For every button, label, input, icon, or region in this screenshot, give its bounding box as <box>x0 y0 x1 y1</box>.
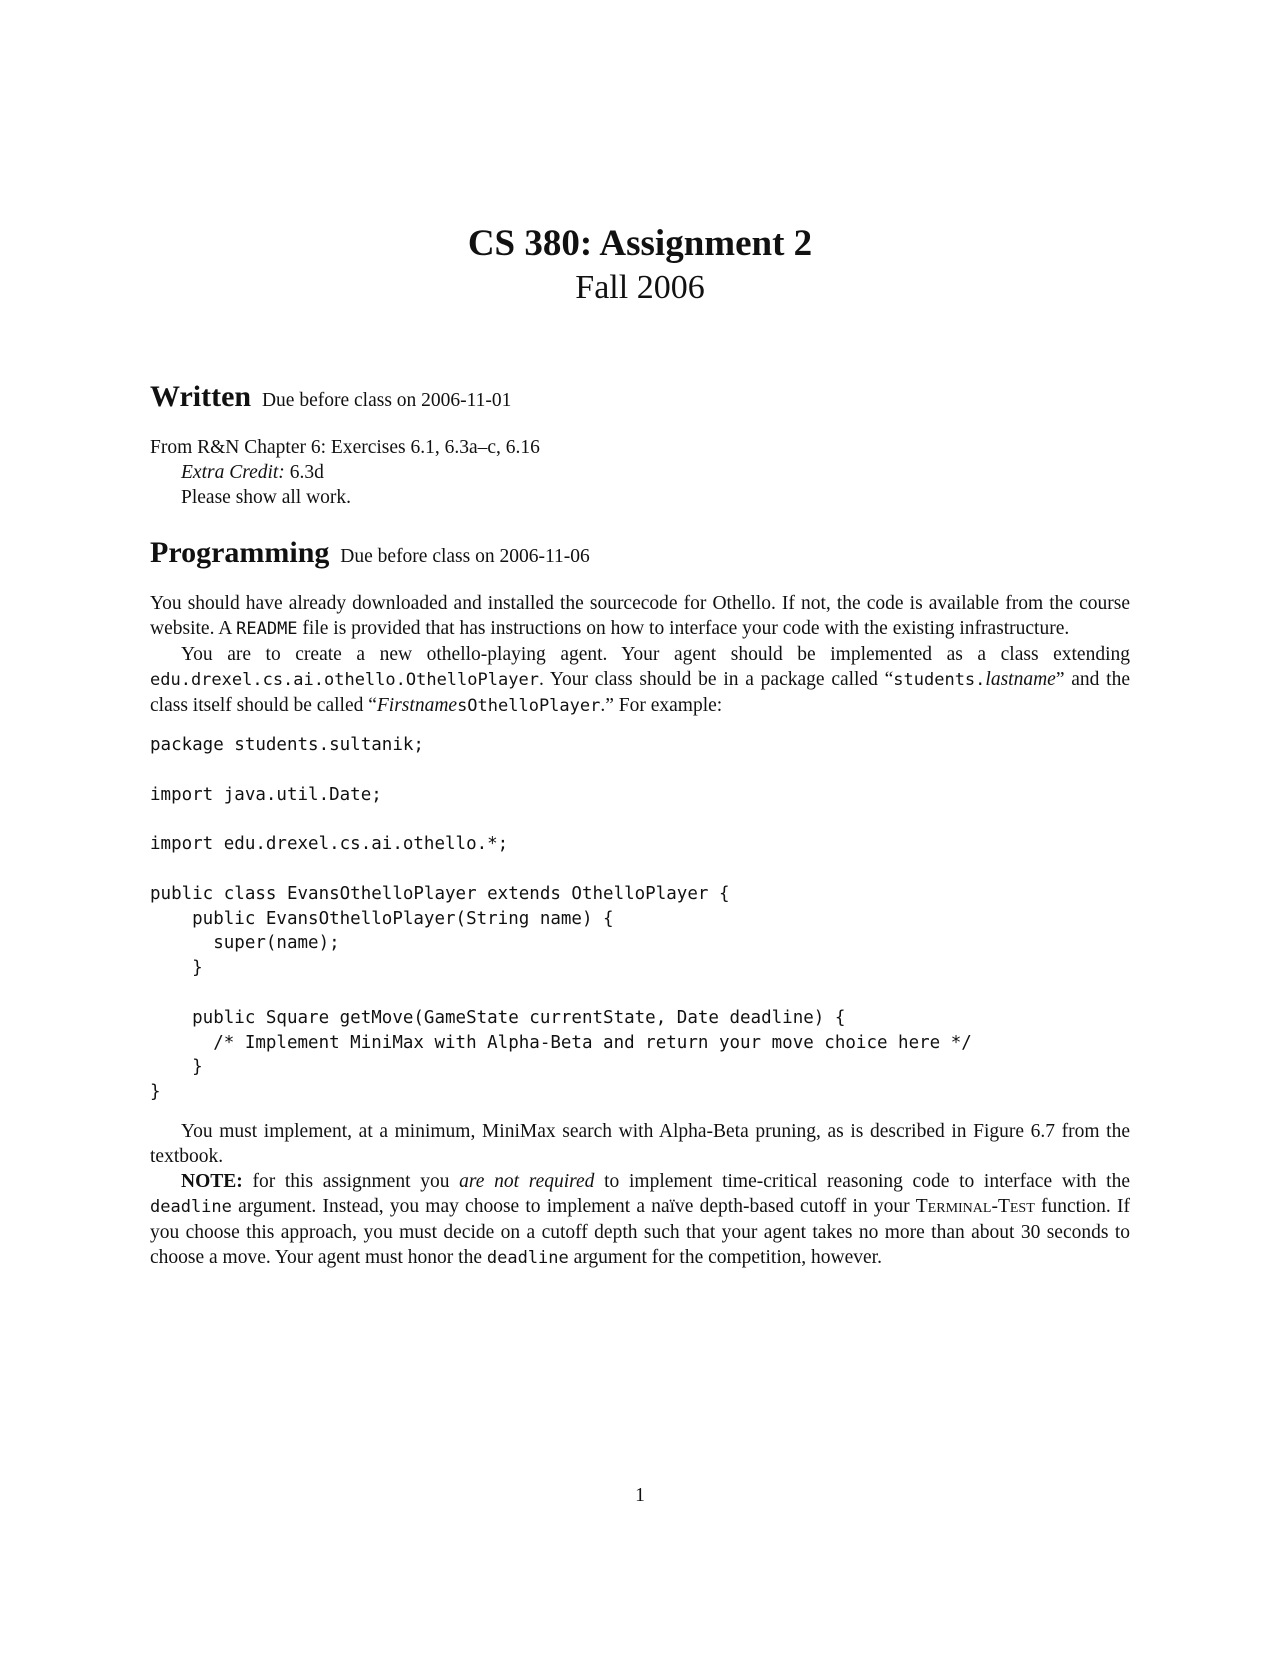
written-source-line: From R&N Chapter 6: Exercises 6.1, 6.3a–c, 6.16 <box>150 437 540 458</box>
programming-paragraph-3: You must implement, at a minimum, MiniMax search with Alpha-Beta pruning, as is described in Figure 6.7 from the textbook. <box>150 1120 1130 1167</box>
page-number: 1 <box>635 1485 645 1506</box>
p4-text-a: for this assignment you <box>242 1170 460 1192</box>
programming-paragraph-1 <box>150 591 1130 642</box>
p4-text-b: to implement time-critical reasoning code to interface with the <box>594 1170 1130 1192</box>
programming-heading: Programming <box>150 536 330 569</box>
programming-paragraph-4 <box>150 1169 1130 1271</box>
code-example: package students.sultanik; import java.util.Date; import edu.drexel.cs.ai.othello.*; public class EvansOthelloPlayer extends OthelloPlayer { public EvansOthelloPlayer(String name) { super(name); } public Square getMove(GameState currentState, Date deadline) { /* Implement MiniMax with Alpha-Beta and return your move choice here */ } } <box>150 735 972 1103</box>
written-section-heading <box>150 380 1130 418</box>
written-show-work: Please show all work. <box>181 487 352 508</box>
deadline-arg-1: deadline <box>150 1196 232 1217</box>
readme-filename: README <box>236 619 298 639</box>
document-subtitle: Fall 2006 <box>575 269 705 306</box>
p4-text-c: argument. Instead, you may choose to implement a naïve depth-based cutoff in your <box>231 1195 916 1217</box>
terminal-test-function: Terminal-Test <box>915 1195 1035 1217</box>
p2-text-c: ” and the class itself should be called “ <box>150 669 1130 716</box>
programming-section-heading <box>150 536 1130 574</box>
deadline-arg-2: deadline <box>486 1247 569 1268</box>
p1-text-a: You should have already downloaded and installed the sourcecode for Othello. If not, the code is available from the course website. A <box>150 593 1130 639</box>
p4-text-d: function. If you choose this approach, you must decide on a cutoff depth such that your agent takes no more than about 30 seconds to choose a move. Your agent must honor the <box>150 1195 1130 1268</box>
extra-credit-label: Extra Credit: <box>181 462 285 483</box>
written-heading: Written <box>150 380 252 413</box>
firstname-placeholder: Firstname <box>376 695 458 716</box>
written-extra-credit <box>150 460 1130 485</box>
document-body <box>150 380 1130 1271</box>
note-label: NOTE: <box>181 1170 243 1192</box>
othello-player-class: edu.drexel.cs.ai.othello.OthelloPlayer <box>150 670 539 690</box>
programming-paragraph-2 <box>150 642 1130 719</box>
player-class-suffix: sOthelloPlayer <box>457 696 601 716</box>
extra-credit-value: 6.3d <box>289 462 324 483</box>
lastname-placeholder: lastname <box>985 669 1056 690</box>
p4-text-e: argument for the competition, however. <box>568 1246 882 1268</box>
p2-text-a: You are to create a new othello-playing agent. Your agent should be implemented as a class extending <box>181 644 1130 665</box>
package-prefix: students. <box>893 670 986 690</box>
title-block <box>0 222 1280 310</box>
programming-due-date: Due before class on 2006-11-06 <box>340 546 590 567</box>
p2-text-d: .” For example: <box>600 695 723 716</box>
document-title: CS 380: Assignment 2 <box>467 223 813 264</box>
not-required-emphasis: are not required <box>459 1170 595 1192</box>
p1-text-b: file is provided that has instructions on how to interface your code with the existing infrastructure. <box>297 618 1070 639</box>
written-due-date: Due before class on 2006-11-01 <box>261 390 512 411</box>
p2-text-b: . Your class should be in a package called “ <box>538 669 894 690</box>
